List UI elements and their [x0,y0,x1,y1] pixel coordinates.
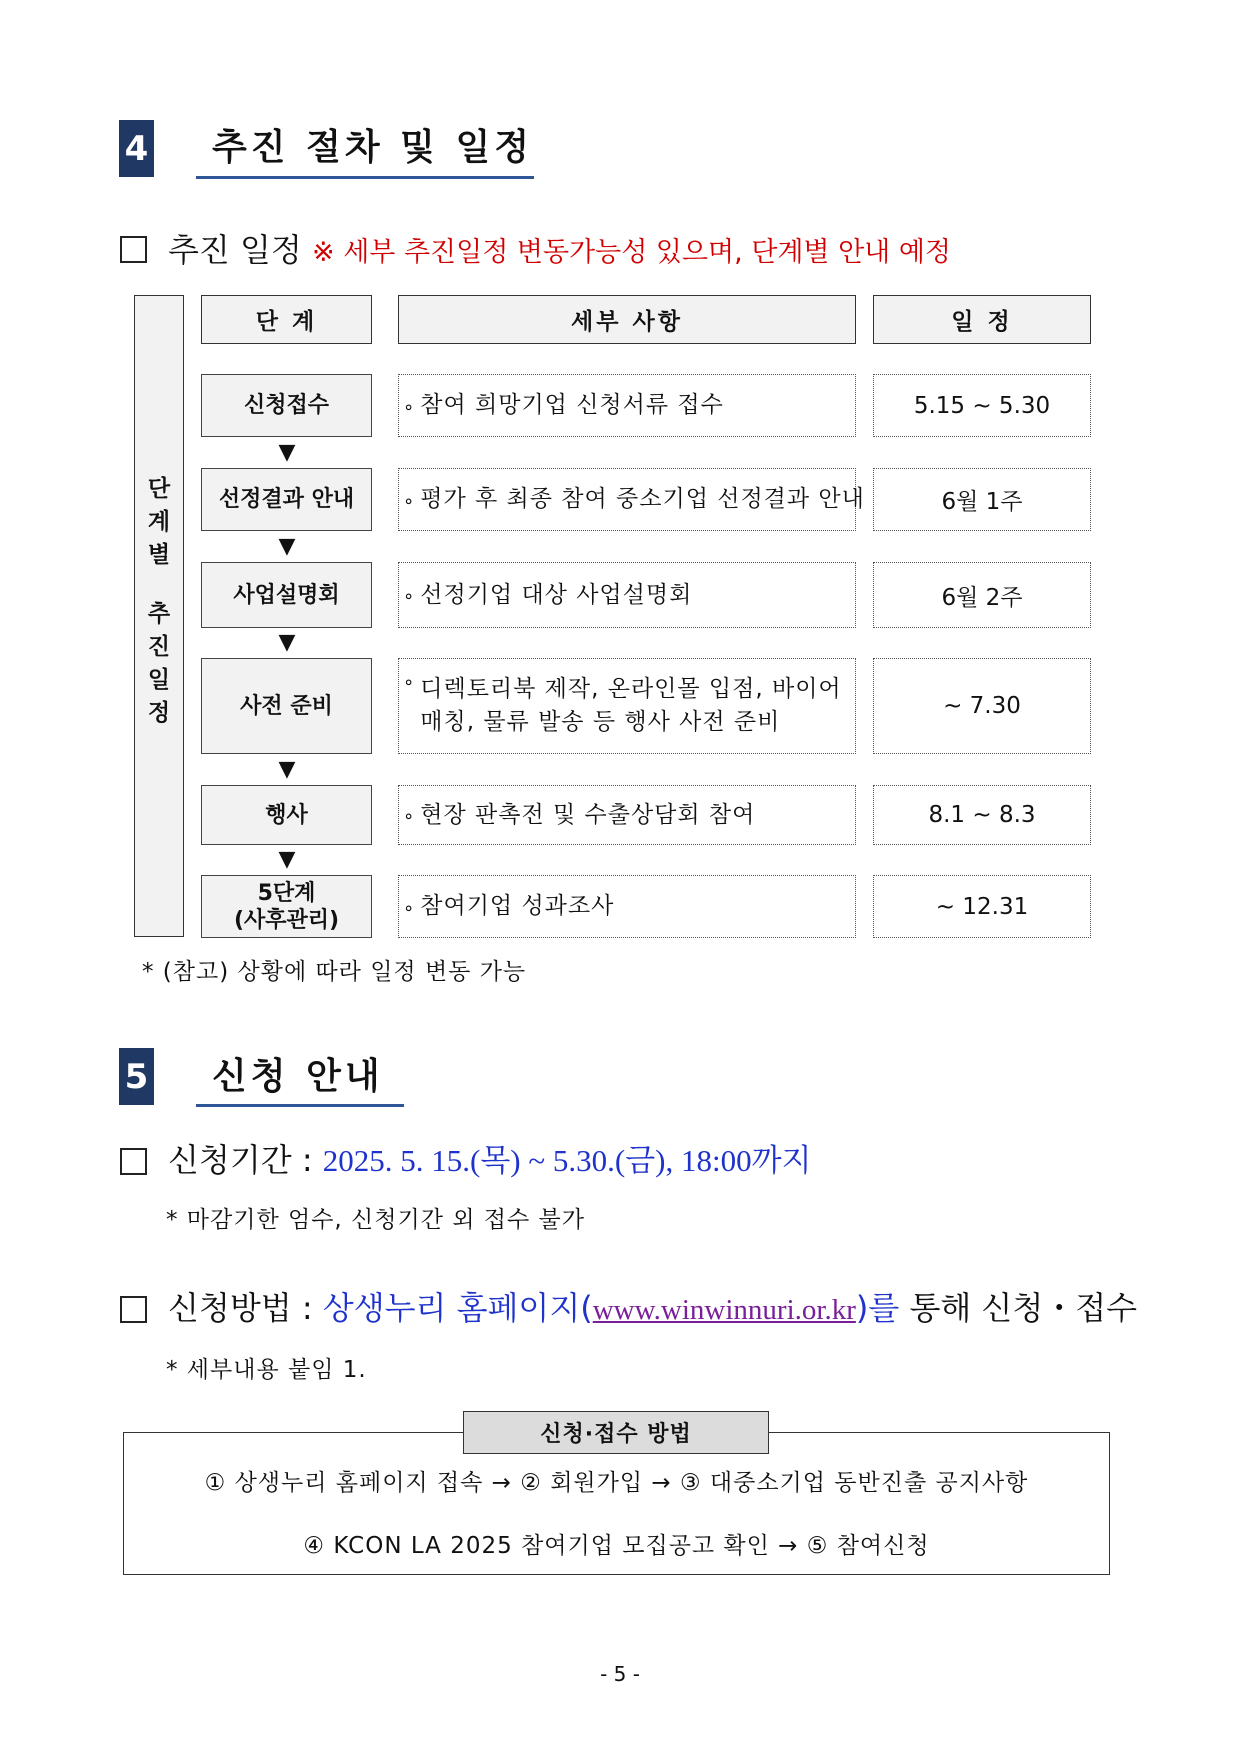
stage-label [265,802,308,829]
detail-cell [398,468,865,531]
bullet-icon: ∘ [403,897,415,919]
date-cell: 5.15 ~ 5.30 [873,374,1091,437]
section-title-5: 신청 안내 [212,1056,384,1097]
vertical-label-char: 별 [147,542,171,568]
method-prefix: 상생누리 홈페이지( [322,1289,593,1327]
stage-label [244,392,329,419]
stage-vertical-label-column [134,295,184,937]
date-cell: 6월 2주 [873,562,1091,628]
section-number-4: 4 [119,120,154,177]
stage-label-line: 행사 [265,802,308,828]
stage-label-line: 신청접수 [243,393,329,418]
detail-cell [398,658,856,754]
method-note: * 세부내용 붙임 1. [166,1357,367,1383]
down-arrow-icon: ▼ [278,439,296,465]
period-note: * 마감기한 엄수, 신청기간 외 접수 불가 [166,1207,585,1233]
detail-cell [398,875,856,938]
vertical-label-char: 계 [147,509,171,535]
stage-label-line: 선정결과 안내 [218,487,355,512]
stage-cell [201,374,372,437]
detail-cell [398,562,856,628]
schedule-label: 추진 일정 [168,231,302,269]
detail-cell [398,785,856,845]
stage-label-line: (사후관리) [233,907,340,933]
detail-text [420,579,692,612]
stage-label [219,486,354,513]
method-steps-line-2: ④ KCON LA 2025 참여기업 모집공고 확인 → ⑤ 참여신청 [303,1533,930,1559]
stage-cell [201,468,372,531]
stage-label-line: 5단계 [257,880,316,906]
vertical-label-char: 일 [147,667,171,693]
page-number: - 5 - [600,1662,640,1686]
period-label: 신청기간 : [168,1141,313,1179]
stage-label [234,880,339,934]
method-label: 신청방법 : [168,1289,313,1327]
date-cell: 8.1 ~ 8.3 [873,785,1091,845]
vertical-label-stagewise [135,473,183,572]
stage-cell [201,875,372,938]
method-steps-line-1: ① 상생누리 홈페이지 접속 → ② 회원가입 → ③ 대중소기업 동반진출 공지사항 [204,1470,1029,1496]
stage-cell [201,562,372,628]
bullet-icon: ∘ [403,672,415,693]
method-rest: 통해 신청・접수 [899,1289,1138,1327]
section-underline-4 [196,176,534,179]
section-number-5: 5 [119,1048,154,1105]
method-link[interactable]: www.winwinnuri.or.kr [592,1294,856,1326]
down-arrow-icon: ▼ [278,756,296,782]
checkbox-icon [120,1296,147,1323]
bullet-icon: ∘ [403,490,415,512]
schedule-heading [168,228,1028,275]
detail-text-line: 선정기업 대상 사업설명회 [420,581,693,608]
date-cell: ~ 7.30 [873,658,1091,754]
method-box-title: 신청·접수 방법 [463,1411,769,1454]
detail-text-line: 참여기업 성과조사 [420,893,615,919]
down-arrow-icon: ▼ [278,630,296,655]
header-stage: 단 계 [201,295,372,344]
detail-text-line: 참여 희망기업 신청서류 접수 [420,392,724,418]
detail-cell [398,374,856,437]
stage-label-line: 사업설명회 [233,582,340,608]
checkbox-icon [120,236,147,263]
date-cell: ~ 12.31 [873,875,1091,938]
bullet-icon: ∘ [403,396,415,418]
down-arrow-icon: ▼ [278,847,296,872]
stage-cell [201,658,372,754]
stage-label-line: 사전 준비 [240,693,333,719]
section-underline-5 [196,1104,404,1107]
vertical-label-char: 단 [147,476,171,502]
detail-text [420,799,755,832]
detail-text-line: 현장 판촉전 및 수출상담회 참여 [420,801,756,828]
period-heading [168,1138,1068,1183]
bullet-icon: ∘ [403,586,415,607]
section-title-4: 추진 절차 및 일정 [212,127,534,168]
detail-text-line: 디렉토리북 제작, 온라인몰 입점, 바이어 [420,676,842,702]
detail-text-line: 평가 후 최종 참여 중소기업 선정결과 안내 [420,486,865,512]
method-heading [168,1286,1168,1332]
header-detail: 세부 사항 [398,295,856,344]
vertical-label-char: 정 [147,700,171,726]
bullet-icon: ∘ [403,806,415,827]
detail-text-line: 매칭, 물류 발송 등 행사 사전 준비 [420,709,781,735]
detail-text [420,673,841,739]
detail-text [420,483,865,516]
vertical-label-schedule [135,598,183,730]
checkbox-icon [120,1148,147,1175]
method-suffix: )를 [855,1289,900,1327]
header-date: 일 정 [873,295,1091,344]
stage-label [233,582,339,609]
vertical-label-char: 진 [147,634,171,660]
detail-text [420,890,614,923]
stage-cell [201,785,372,845]
date-cell: 6월 1주 [873,468,1091,531]
schedule-note: ※ 세부 추진일정 변동가능성 있으며, 단계별 안내 예정 [312,237,952,268]
schedule-footnote: * (참고) 상황에 따라 일정 변동 가능 [142,959,527,985]
down-arrow-icon: ▼ [278,533,296,559]
period-value: 2025. 5. 15.(목) ~ 5.30.(금), 18:00까지 [322,1143,812,1178]
stage-label [240,693,333,720]
vertical-label-char: 추 [147,601,171,627]
detail-text [420,389,724,422]
